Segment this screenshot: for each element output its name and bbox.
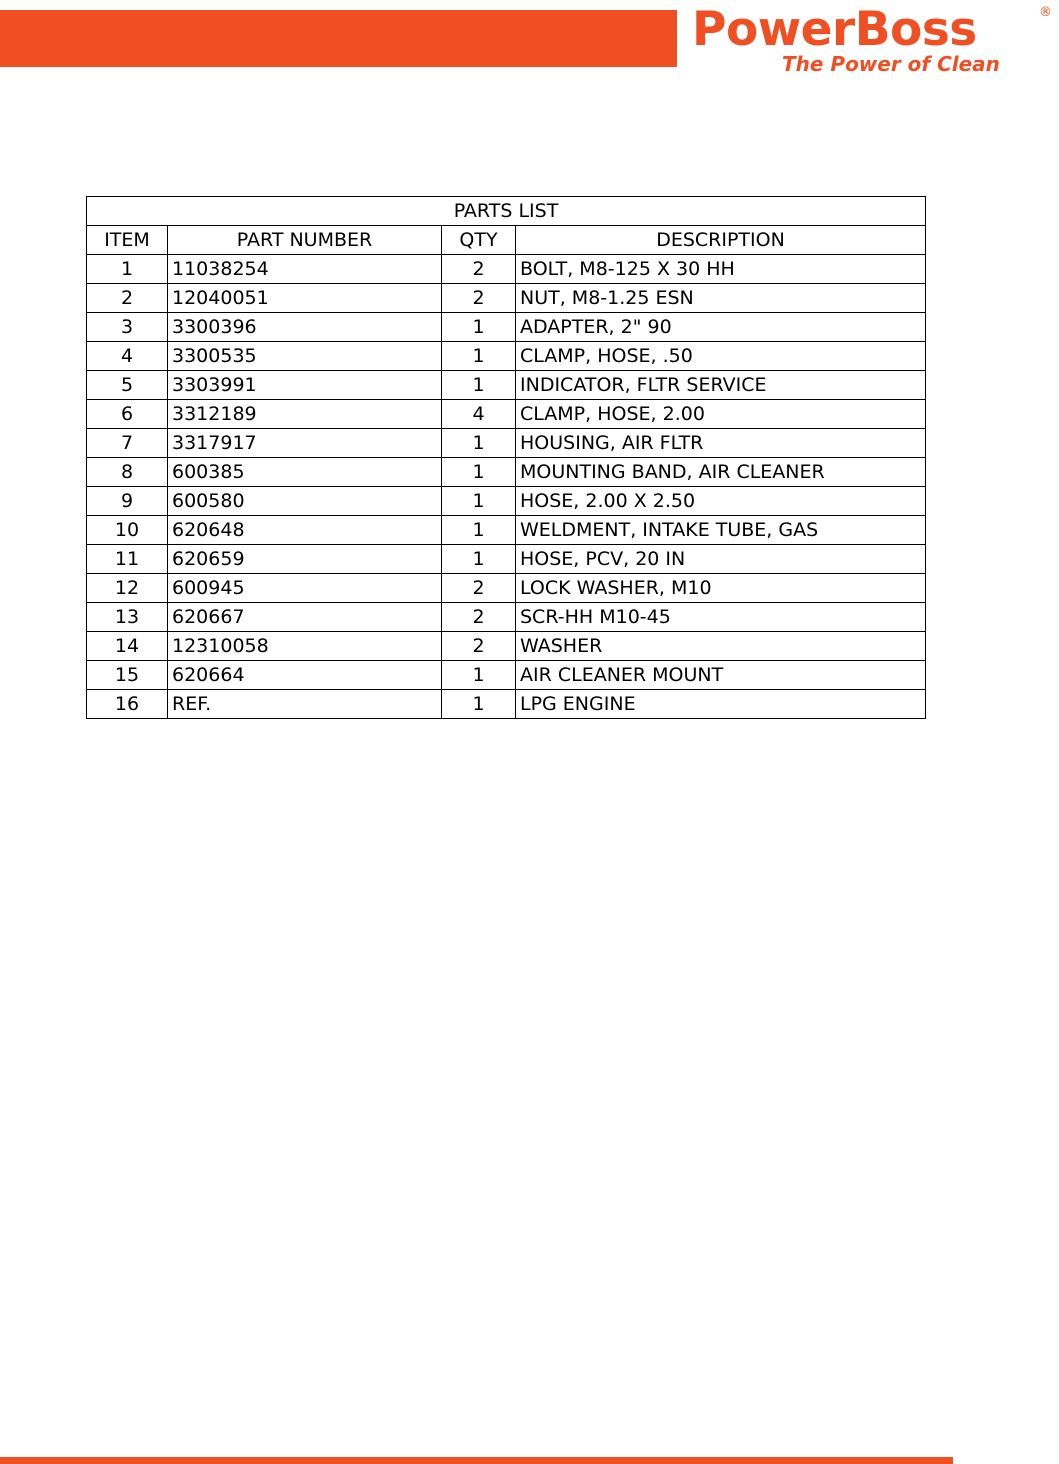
cell-part-number: 620664 bbox=[168, 661, 442, 690]
cell-item: 2 bbox=[87, 284, 168, 313]
table-row bbox=[87, 284, 926, 313]
cell-qty: 1 bbox=[442, 487, 516, 516]
table-row bbox=[87, 632, 926, 661]
cell-part-number: 12040051 bbox=[168, 284, 442, 313]
cell-qty: 2 bbox=[442, 574, 516, 603]
cell-part-number: 620667 bbox=[168, 603, 442, 632]
cell-qty: 1 bbox=[442, 429, 516, 458]
cell-item: 1 bbox=[87, 255, 168, 284]
cell-item: 9 bbox=[87, 487, 168, 516]
table-row bbox=[87, 603, 926, 632]
cell-item: 4 bbox=[87, 342, 168, 371]
table-row bbox=[87, 574, 926, 603]
table-row bbox=[87, 545, 926, 574]
cell-item: 10 bbox=[87, 516, 168, 545]
parts-list-table bbox=[86, 196, 926, 719]
cell-qty: 1 bbox=[442, 545, 516, 574]
cell-qty: 1 bbox=[442, 313, 516, 342]
table-row bbox=[87, 429, 926, 458]
cell-part-number: 3317917 bbox=[168, 429, 442, 458]
cell-part-number: 600580 bbox=[168, 487, 442, 516]
cell-part-number: 600945 bbox=[168, 574, 442, 603]
table-row bbox=[87, 458, 926, 487]
cell-description: BOLT, M8-125 X 30 HH bbox=[516, 255, 926, 284]
cell-qty: 1 bbox=[442, 371, 516, 400]
cell-qty: 1 bbox=[442, 342, 516, 371]
parts-list-body bbox=[87, 255, 926, 719]
table-row bbox=[87, 255, 926, 284]
cell-item: 5 bbox=[87, 371, 168, 400]
cell-part-number: REF. bbox=[168, 690, 442, 719]
cell-item: 16 bbox=[87, 690, 168, 719]
column-header-item: ITEM bbox=[87, 226, 168, 255]
cell-part-number: 11038254 bbox=[168, 255, 442, 284]
parts-list-header-row bbox=[87, 226, 926, 255]
cell-part-number: 600385 bbox=[168, 458, 442, 487]
cell-description: WELDMENT, INTAKE TUBE, GAS bbox=[516, 516, 926, 545]
cell-part-number: 12310058 bbox=[168, 632, 442, 661]
cell-qty: 1 bbox=[442, 458, 516, 487]
cell-description: CLAMP, HOSE, .50 bbox=[516, 342, 926, 371]
cell-description: HOUSING, AIR FLTR bbox=[516, 429, 926, 458]
table-row bbox=[87, 487, 926, 516]
cell-item: 11 bbox=[87, 545, 168, 574]
cell-item: 6 bbox=[87, 400, 168, 429]
cell-item: 7 bbox=[87, 429, 168, 458]
cell-qty: 1 bbox=[442, 516, 516, 545]
cell-description: ADAPTER, 2" 90 bbox=[516, 313, 926, 342]
cell-description: HOSE, PCV, 20 IN bbox=[516, 545, 926, 574]
cell-qty: 2 bbox=[442, 255, 516, 284]
table-row bbox=[87, 400, 926, 429]
cell-part-number: 3303991 bbox=[168, 371, 442, 400]
cell-qty: 2 bbox=[442, 603, 516, 632]
footer-accent-bar bbox=[0, 1457, 953, 1464]
column-header-description: DESCRIPTION bbox=[516, 226, 926, 255]
logo-tagline: The Power of Clean bbox=[782, 52, 1000, 76]
cell-description: LPG ENGINE bbox=[516, 690, 926, 719]
cell-description: NUT, M8-1.25 ESN bbox=[516, 284, 926, 313]
table-row bbox=[87, 661, 926, 690]
powerboss-logo bbox=[690, 2, 1050, 76]
cell-description: CLAMP, HOSE, 2.00 bbox=[516, 400, 926, 429]
parts-list-title-row bbox=[87, 197, 926, 226]
cell-part-number: 620659 bbox=[168, 545, 442, 574]
cell-item: 14 bbox=[87, 632, 168, 661]
cell-description: AIR CLEANER MOUNT bbox=[516, 661, 926, 690]
cell-description: LOCK WASHER, M10 bbox=[516, 574, 926, 603]
cell-description: WASHER bbox=[516, 632, 926, 661]
cell-part-number: 3300535 bbox=[168, 342, 442, 371]
cell-item: 3 bbox=[87, 313, 168, 342]
cell-qty: 1 bbox=[442, 690, 516, 719]
header-accent-bar bbox=[0, 10, 677, 67]
table-row bbox=[87, 690, 926, 719]
cell-item: 12 bbox=[87, 574, 168, 603]
cell-description: MOUNTING BAND, AIR CLEANER bbox=[516, 458, 926, 487]
cell-item: 13 bbox=[87, 603, 168, 632]
cell-qty: 2 bbox=[442, 632, 516, 661]
parts-list-title: PARTS LIST bbox=[87, 197, 926, 226]
column-header-part-number: PART NUMBER bbox=[168, 226, 442, 255]
cell-item: 8 bbox=[87, 458, 168, 487]
cell-description: HOSE, 2.00 X 2.50 bbox=[516, 487, 926, 516]
cell-qty: 1 bbox=[442, 661, 516, 690]
column-header-qty: QTY bbox=[442, 226, 516, 255]
table-row bbox=[87, 313, 926, 342]
table-row bbox=[87, 516, 926, 545]
cell-item: 15 bbox=[87, 661, 168, 690]
cell-part-number: 3312189 bbox=[168, 400, 442, 429]
cell-description: INDICATOR, FLTR SERVICE bbox=[516, 371, 926, 400]
table-row bbox=[87, 342, 926, 371]
cell-part-number: 620648 bbox=[168, 516, 442, 545]
registered-trademark-icon: ® bbox=[1039, 5, 1052, 20]
table-row bbox=[87, 371, 926, 400]
cell-description: SCR-HH M10-45 bbox=[516, 603, 926, 632]
logo-wordmark: PowerBoss bbox=[692, 2, 977, 57]
cell-qty: 2 bbox=[442, 284, 516, 313]
cell-qty: 4 bbox=[442, 400, 516, 429]
cell-part-number: 3300396 bbox=[168, 313, 442, 342]
